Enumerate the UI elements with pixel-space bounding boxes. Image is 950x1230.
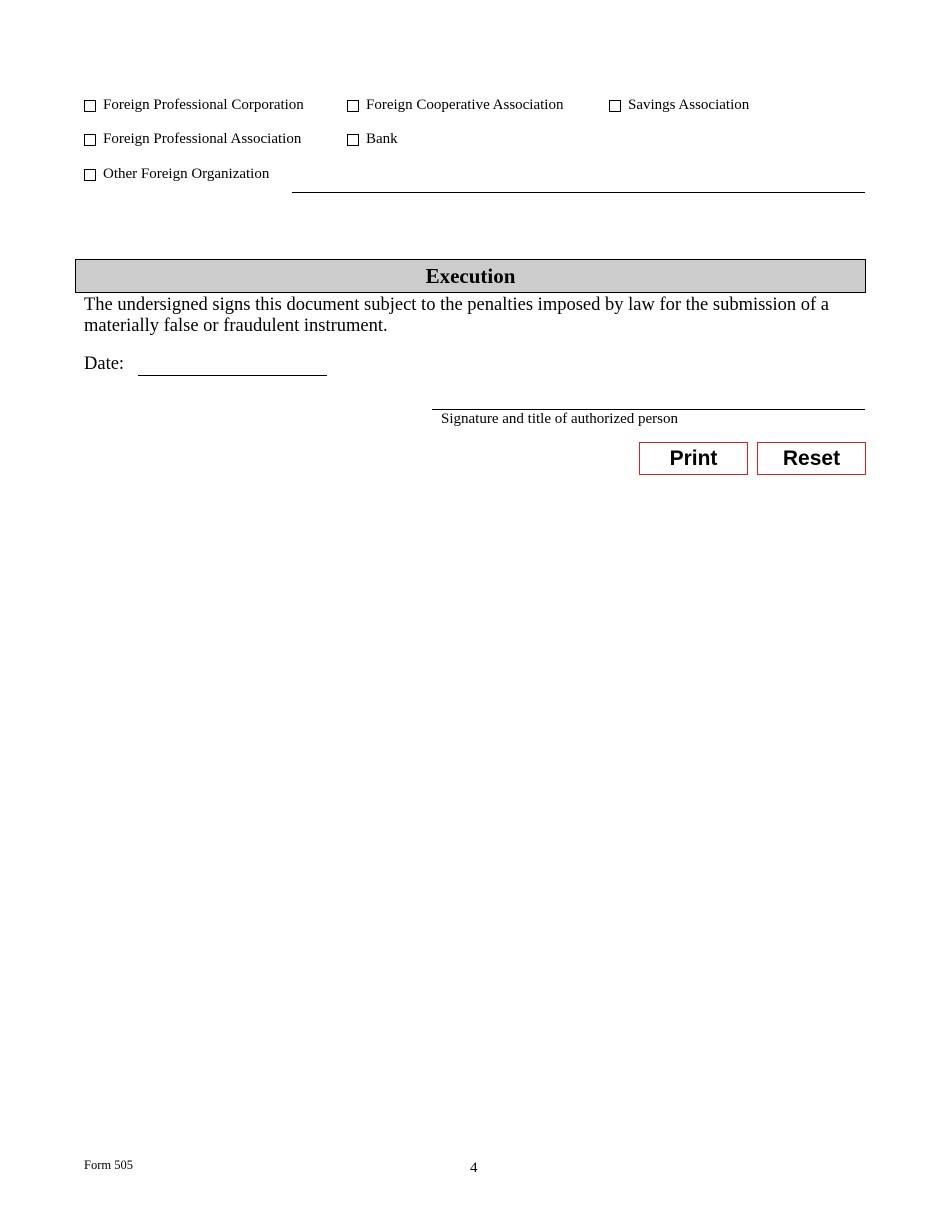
signature-caption: Signature and title of authorized person: [441, 411, 679, 427]
checkbox-foreign-professional-association[interactable]: [84, 131, 301, 148]
checkbox-label: Savings Association: [628, 97, 750, 113]
form-name: Form 505: [84, 1158, 133, 1172]
signature-field[interactable]: [432, 409, 865, 410]
checkbox-label: Foreign Professional Corporation: [103, 97, 304, 113]
checkbox-label: Bank: [366, 131, 398, 147]
execution-heading: Execution: [75, 259, 866, 293]
checkbox-icon[interactable]: [347, 100, 359, 112]
print-button[interactable]: Print: [639, 442, 748, 475]
reset-button[interactable]: Reset: [757, 442, 866, 475]
date-label: Date:: [84, 354, 125, 374]
checkbox-label: Other Foreign Organization: [103, 166, 270, 182]
checkbox-label: Foreign Professional Association: [103, 131, 302, 147]
checkbox-foreign-cooperative-association[interactable]: [347, 97, 563, 114]
checkbox-label: Foreign Cooperative Association: [366, 97, 564, 113]
checkbox-icon[interactable]: [347, 134, 359, 146]
checkbox-icon[interactable]: [84, 100, 96, 112]
execution-statement: The undersigned signs this document subject to the penalties imposed by law for the submission of a materially false or fraudulent instrument.: [84, 295, 830, 336]
checkbox-bank[interactable]: [347, 131, 398, 148]
checkbox-foreign-professional-corporation[interactable]: [84, 97, 304, 114]
page-number: 4: [470, 1160, 478, 1176]
checkbox-other-foreign-organization[interactable]: [84, 166, 269, 183]
checkbox-icon[interactable]: [84, 169, 96, 181]
checkbox-icon[interactable]: [84, 134, 96, 146]
checkbox-icon[interactable]: [609, 100, 621, 112]
checkbox-savings-association[interactable]: [609, 97, 749, 114]
other-organization-field[interactable]: [292, 192, 865, 193]
date-field[interactable]: [138, 375, 327, 376]
